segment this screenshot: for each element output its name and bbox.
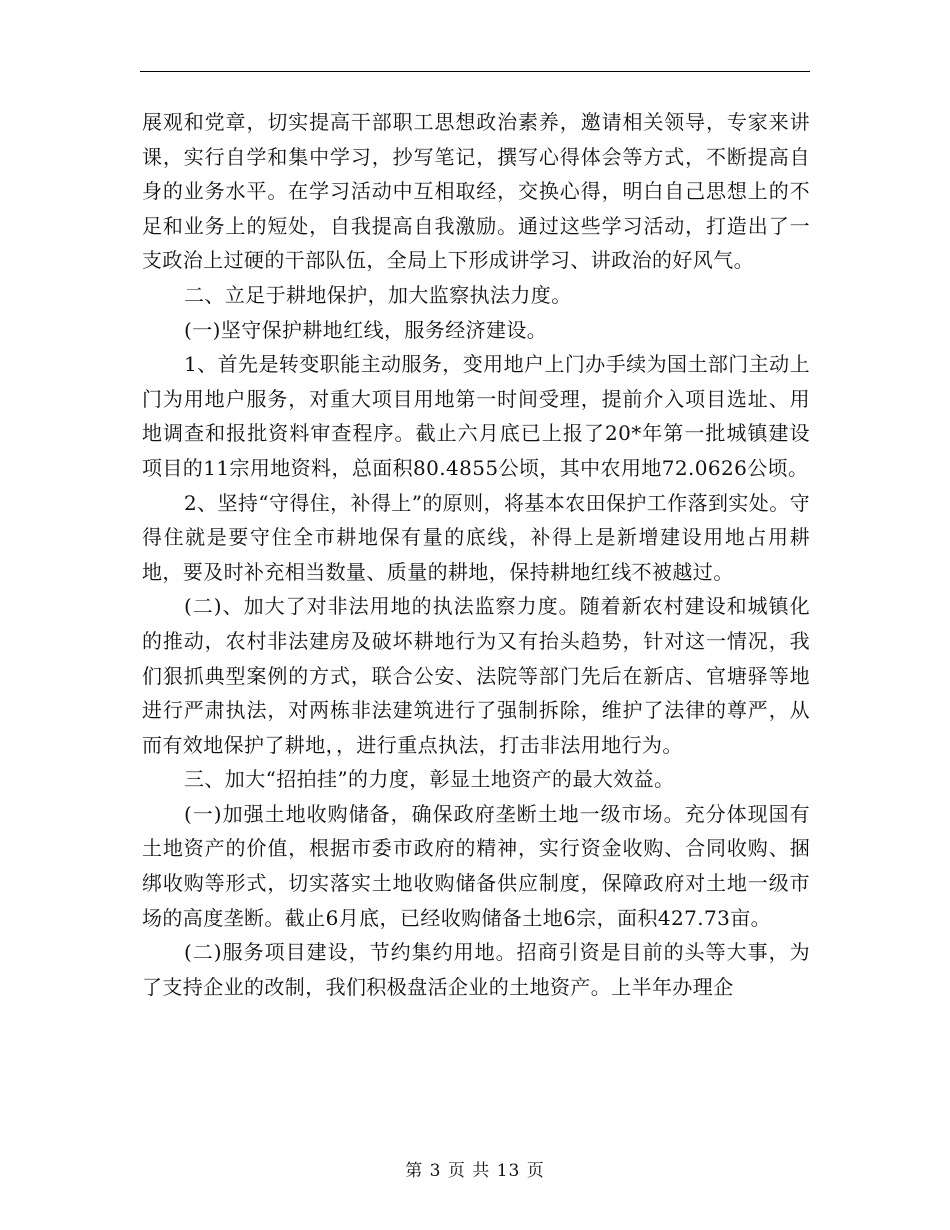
subsection-heading-3-2: (二)服务项目建设，节约集约用地。招商引资是目前的头等大事，为了支持企业的改制，我们积极盘活企业的土地资产。上半年办理企 — [142, 940, 810, 999]
document-body — [142, 105, 810, 1004]
section-heading-3: 三、加大“招拍挂”的力度，彰显土地资产的最大效益。 — [184, 767, 675, 792]
subsection-heading-3-1: (一)加强土地收购储备，确保政府垄断土地一级市场。充分体现国有土地资产的价值，根据市委市政府的精神，实行资金收购、合同收购、捆绑收购等形式，切实落实土地收购储备供应制度，保障政府对土地一级市场的高度垄断。截止6月底，已经收购储备土地6宗，面积427.73亩。 — [142, 801, 810, 930]
header-rule — [140, 71, 810, 72]
paragraph-item-2: 2、坚持“守得住，补得上”的原则，将基本农田保护工作落到实处。守得住就是要守住全市耕地保有量的底线，补得上是新增建设用地占用耕地，要及时补充相当数量、质量的耕地，保持耕地红线不被越过。 — [142, 490, 810, 584]
paragraph-continuation: 展观和党章，切实提高干部职工思想政治素养，邀请相关领导，专家来讲课，实行自学和集中学习，抄写笔记，撰写心得体会等方式，不断提高自身的业务水平。在学习活动中互相取经，交换心得，明白自己思想上的不足和业务上的短处，自我提高自我激励。通过这些学习活动，打造出了一支政治上过硬的干部队伍，全局上下形成讲学习、讲政治的好风气。 — [142, 110, 810, 273]
subsection-heading-2-1: (一)坚守保护耕地红线，服务经济建设。 — [184, 317, 548, 342]
paragraph-item-1: 1、首先是转变职能主动服务，变用地户上门办手续为国土部门主动上门为用地户服务，对重大项目用地第一时间受理，提前介入项目选址、用地调查和报批资料审查程序。截止六月底已上报了20*年第一批城镇建设项目的11宗用地资料，总面积80.4855公顷，其中农用地72.0626公顷。 — [142, 352, 810, 480]
page-number-footer: 第 3 页 共 13 页 — [405, 1161, 545, 1181]
subsection-heading-2-2: (二)、加大了对非法用地的执法监察力度。随着新农村建设和城镇化的推动，农村非法建房及破坏耕地行为又有抬头趋势，针对这一情况，我们狠抓典型案例的方式，联合公安、法院等部门先后在新店、官塘驿等地进行严肃执法，对两栋非法建筑进行了强制拆除，维护了法律的尊严，从而有效地保护了耕地，，进行重点执法，打击非法用地行为。 — [142, 594, 810, 757]
section-heading-2: 二、立足于耕地保护，加大监察执法力度。 — [184, 282, 572, 307]
